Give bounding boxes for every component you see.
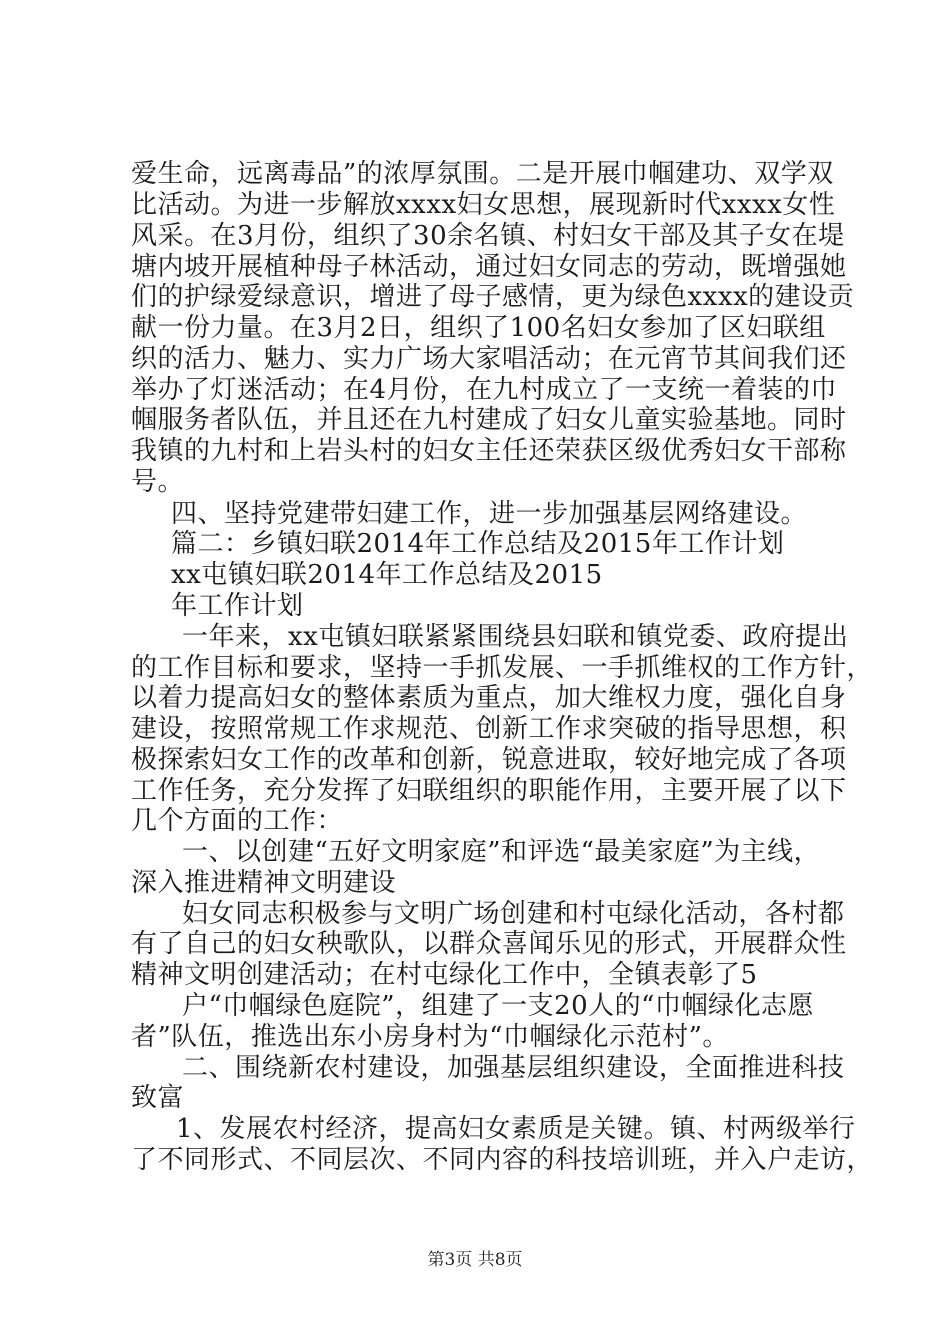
text-line: 们的护绿爱绿意识，增进了母子感情，更为绿色xxxx的建设贡	[131, 282, 855, 313]
text-line: 建设，按照常规工作求规范、创新工作求突破的指导思想，积	[131, 714, 847, 745]
text-line: 篇二：乡镇妇联2014年工作总结及2015年工作计划	[171, 529, 785, 560]
text-line: 一、以创建“五好文明家庭”和评选“最美家庭”为主线，	[182, 837, 821, 868]
text-line: 的工作目标和要求，坚持一手抓发展、一手抓维权的工作方针，	[131, 652, 874, 683]
text-line: 了不同形式、不同层次、不同内容的科技培训班，并入户走访，	[131, 1144, 874, 1175]
text-line: 极探索妇女工作的改革和创新，锐意进取，较好地完成了各项	[131, 744, 847, 775]
text-line: 一年来，xx屯镇妇联紧紧围绕县妇联和镇党委、政府提出	[182, 621, 849, 652]
text-line: 年工作计划	[171, 591, 304, 621]
text-line: 举办了灯迷活动；在4月份，在九村成立了一支统一着装的巾	[131, 374, 838, 405]
text-line: 几个方面的工作：	[131, 806, 344, 837]
text-line: 1、发展农村经济，提高妇女素质是关键。镇、村两级举行	[176, 1114, 856, 1145]
text-line: 帼服务者队伍，并且还在九村建成了妇女儿童实验基地。同时	[131, 405, 847, 436]
text-line: 户“巾帼绿色庭院”，组建了一支20人的“巾帼绿化志愿	[182, 991, 814, 1022]
text-line: 号。	[131, 467, 185, 498]
page-number-footer: 第3页 共8页	[427, 1250, 523, 1270]
text-line: 深入推进精神文明建设	[131, 867, 397, 898]
text-line: 比活动。为进一步解放xxxx妇女思想，展现新时代xxxx女性	[131, 190, 836, 221]
text-line: 四、坚持党建带妇建工作，进一步加强基层网络建设。	[171, 498, 808, 529]
text-line: 者”队伍，推选出东小房身村为“巾帼绿化示范村”。	[131, 1021, 729, 1052]
text-line: 以着力提高妇女的整体素质为重点，加大维权力度，强化自身	[131, 683, 847, 714]
text-line: 织的活力、魅力、实力广场大家唱活动；在元宵节其间我们还	[131, 343, 847, 374]
text-line: 爱生命，远离毒品”的浓厚氛围。二是开展巾帼建功、双学双	[131, 159, 834, 190]
text-line: 工作任务，充分发挥了妇联组织的职能作用，主要开展了以下	[131, 775, 847, 806]
text-line: 献一份力量。在3月2日，组织了100名妇女参加了区妇联组	[131, 313, 826, 344]
text-line: 精神文明创建活动；在村屯绿化工作中，全镇表彰了5	[131, 960, 758, 991]
text-line: 妇女同志积极参与文明广场创建和村屯绿化活动，各村都	[182, 898, 845, 929]
text-line: 风采。在3月份，组织了30余名镇、村妇女干部及其子女在堤	[131, 220, 845, 251]
text-line: 塘内坡开展植种母子林活动，通过妇女同志的劳动，既增强她	[131, 251, 847, 282]
text-line: 二、围绕新农村建设，加强基层组织建设，全面推进科技	[182, 1052, 845, 1083]
text-line: xx屯镇妇联2014年工作总结及2015	[171, 560, 603, 591]
text-line: 我镇的九村和上岩头村的妇女主任还荣获区级优秀妇女干部称	[131, 436, 847, 467]
text-line: 有了自己的妇女秧歌队，以群众喜闻乐见的形式，开展群众性	[131, 929, 847, 960]
text-line: 致富	[131, 1083, 185, 1114]
